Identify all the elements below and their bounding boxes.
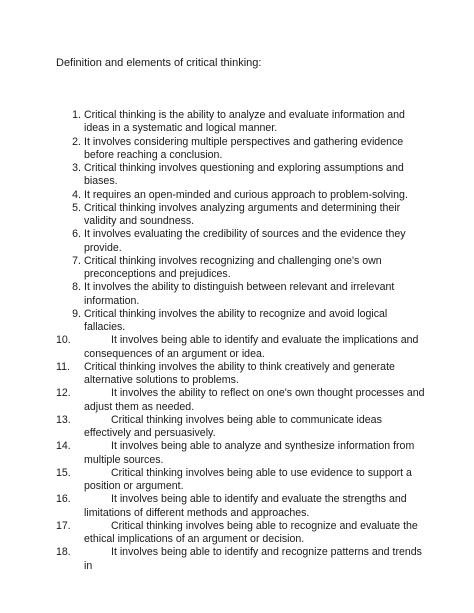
list-item-text-wrap (84, 440, 426, 467)
list-item (56, 109, 426, 136)
list-item-text: It involves being able to identify and recognize patterns and trends in (84, 546, 422, 572)
list-item (56, 255, 426, 282)
list-item-text-wrap (84, 334, 426, 361)
list-item-number: 13. (56, 413, 71, 426)
list-item-text: It involves being able to analyze and synthesize information from multiple sources. (84, 440, 415, 466)
list-item-number: 16. (56, 493, 71, 506)
list-item-number: 4. (72, 188, 81, 201)
list-item (56, 162, 426, 189)
list-item-text: Critical thinking involves being able to communicate ideas effectively and persuasively. (84, 413, 382, 439)
list-item-number: 5. (72, 201, 81, 214)
list-item (56, 308, 426, 335)
list-item-number: 6. (72, 228, 81, 241)
list-item-text: Critical thinking is the ability to analyze and evaluate information and ideas in a systematic and logical manner. (84, 109, 405, 135)
list-item-text-wrap (84, 387, 426, 414)
list-item-text: It involves the ability to distinguish between relevant and irrelevant information. (84, 281, 395, 307)
elements-list (56, 109, 426, 573)
list-item (56, 281, 426, 308)
list-item (56, 361, 426, 388)
list-item-number: 10. (56, 334, 71, 347)
list-item (56, 136, 426, 163)
list-item-text: Critical thinking involves analyzing arguments and determining their validity and soundness. (84, 201, 401, 227)
list-item-text: Critical thinking involves the ability to recognize and avoid logical fallacies. (84, 307, 388, 333)
list-item-text: Critical thinking involves the ability to think creatively and generate alternative solutions to problems. (84, 360, 395, 386)
list-item-number: 9. (72, 307, 81, 320)
list-item-number: 14. (56, 440, 71, 453)
list-item-number: 3. (72, 162, 81, 174)
list-item-text: Critical thinking involves questioning and exploring assumptions and biases. (84, 162, 404, 188)
list-item (56, 228, 426, 255)
document-heading: Definition and elements of critical thinking: (56, 57, 262, 69)
list-item (56, 334, 426, 361)
list-item-number: 15. (56, 466, 71, 479)
list-item-number: 18. (56, 546, 71, 559)
list-item-text: Critical thinking involves recognizing and challenging one's own preconceptions and prejudices. (84, 254, 382, 280)
list-item-number: 7. (72, 254, 81, 267)
list-item-text: Critical thinking involves being able to recognize and evaluate the ethical implications of an argument or decision. (84, 519, 418, 545)
list-item-text-wrap (84, 467, 426, 494)
list-item (56, 387, 426, 414)
list-item-text-wrap (84, 493, 426, 520)
list-item-text-wrap (84, 414, 426, 441)
list-item-text: It involves evaluating the credibility of sources and the evidence they provide. (84, 228, 406, 254)
list-item (56, 467, 426, 494)
list-item-number: 12. (56, 387, 71, 400)
list-item-text-wrap (84, 520, 426, 547)
list-item-text-wrap (84, 546, 426, 573)
list-item-text: It involves the ability to reflect on one's own thought processes and adjust them as needed. (84, 387, 425, 413)
list-item-text: It involves considering multiple perspectives and gathering evidence before reaching a conclusion. (84, 135, 404, 161)
list-item (56, 440, 426, 467)
list-item (56, 493, 426, 520)
list-item-text: It involves being able to identify and evaluate the strengths and limitations of different methods and approaches. (84, 493, 407, 519)
list-item-text: It requires an open-minded and curious approach to problem-solving. (84, 188, 408, 201)
list-item-text: Critical thinking involves being able to use evidence to support a position or argument. (84, 466, 412, 492)
list-item-number: 2. (72, 135, 81, 148)
list-item (56, 546, 426, 573)
list-item-text: It involves being able to identify and evaluate the implications and consequences of an argument or idea. (84, 334, 419, 360)
list-item (56, 520, 426, 547)
list-item-number: 17. (56, 519, 71, 532)
list-item (56, 189, 426, 202)
list-item-number: 11. (56, 360, 70, 373)
list-item (56, 202, 426, 229)
list-item (56, 414, 426, 441)
list-item-number: 1. (72, 109, 81, 121)
list-item-number: 8. (72, 281, 81, 294)
